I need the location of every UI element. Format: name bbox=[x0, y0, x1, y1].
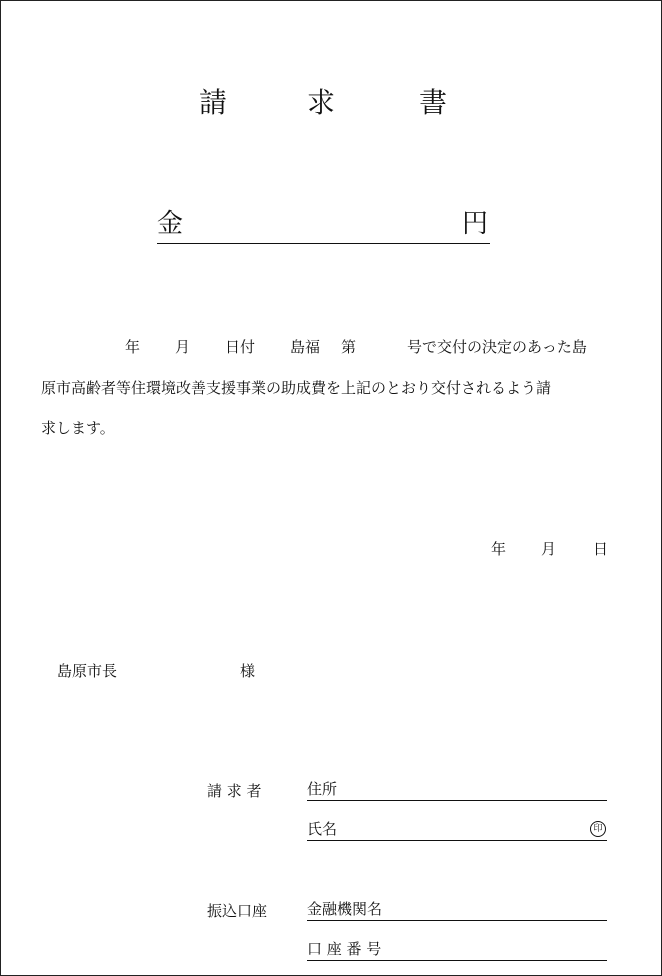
amount-line[interactable] bbox=[157, 207, 490, 244]
address-field[interactable] bbox=[307, 779, 607, 801]
date-day: 日 bbox=[593, 540, 609, 558]
title-char-3: 書 bbox=[419, 86, 448, 119]
name-label: 氏名 bbox=[307, 820, 338, 838]
amount-prefix: 金 bbox=[157, 209, 184, 239]
addressee-name: 島原市長 bbox=[57, 662, 118, 680]
account-number-label: 口 座 番 号 bbox=[307, 940, 382, 958]
date-month: 月 bbox=[541, 540, 557, 558]
transfer-label: 振込口座 bbox=[207, 902, 268, 920]
seal-icon: 印 bbox=[590, 821, 606, 837]
amount-suffix: 円 bbox=[461, 209, 488, 239]
body-line-1 bbox=[125, 337, 615, 357]
body-day-dated: 日付 bbox=[225, 338, 256, 356]
body-number-prefix: 第 bbox=[341, 338, 357, 356]
title-char-1: 請 bbox=[199, 86, 228, 119]
addressee bbox=[57, 661, 277, 681]
bank-name-field[interactable] bbox=[307, 899, 607, 921]
account-number-field[interactable] bbox=[307, 939, 607, 961]
bank-name-label: 金融機関名 bbox=[307, 900, 383, 918]
name-field[interactable] bbox=[307, 819, 607, 841]
issue-date bbox=[491, 539, 611, 559]
claimant-label: 請 求 者 bbox=[207, 782, 262, 800]
date-year: 年 bbox=[491, 540, 507, 558]
body-line-2: 原市高齢者等住環境改善支援事業の助成費を上記のとおり交付されるよう請 bbox=[41, 379, 552, 397]
body-line-1-rest: 号で交付の決定のあった島 bbox=[407, 338, 587, 356]
body-line-3: 求します。 bbox=[41, 419, 115, 437]
body-office: 島福 bbox=[290, 338, 321, 356]
body-month: 月 bbox=[175, 338, 191, 356]
title-char-2: 求 bbox=[307, 86, 336, 119]
body-year: 年 bbox=[125, 338, 141, 356]
address-label: 住所 bbox=[307, 780, 338, 798]
addressee-honorific: 様 bbox=[240, 662, 256, 680]
